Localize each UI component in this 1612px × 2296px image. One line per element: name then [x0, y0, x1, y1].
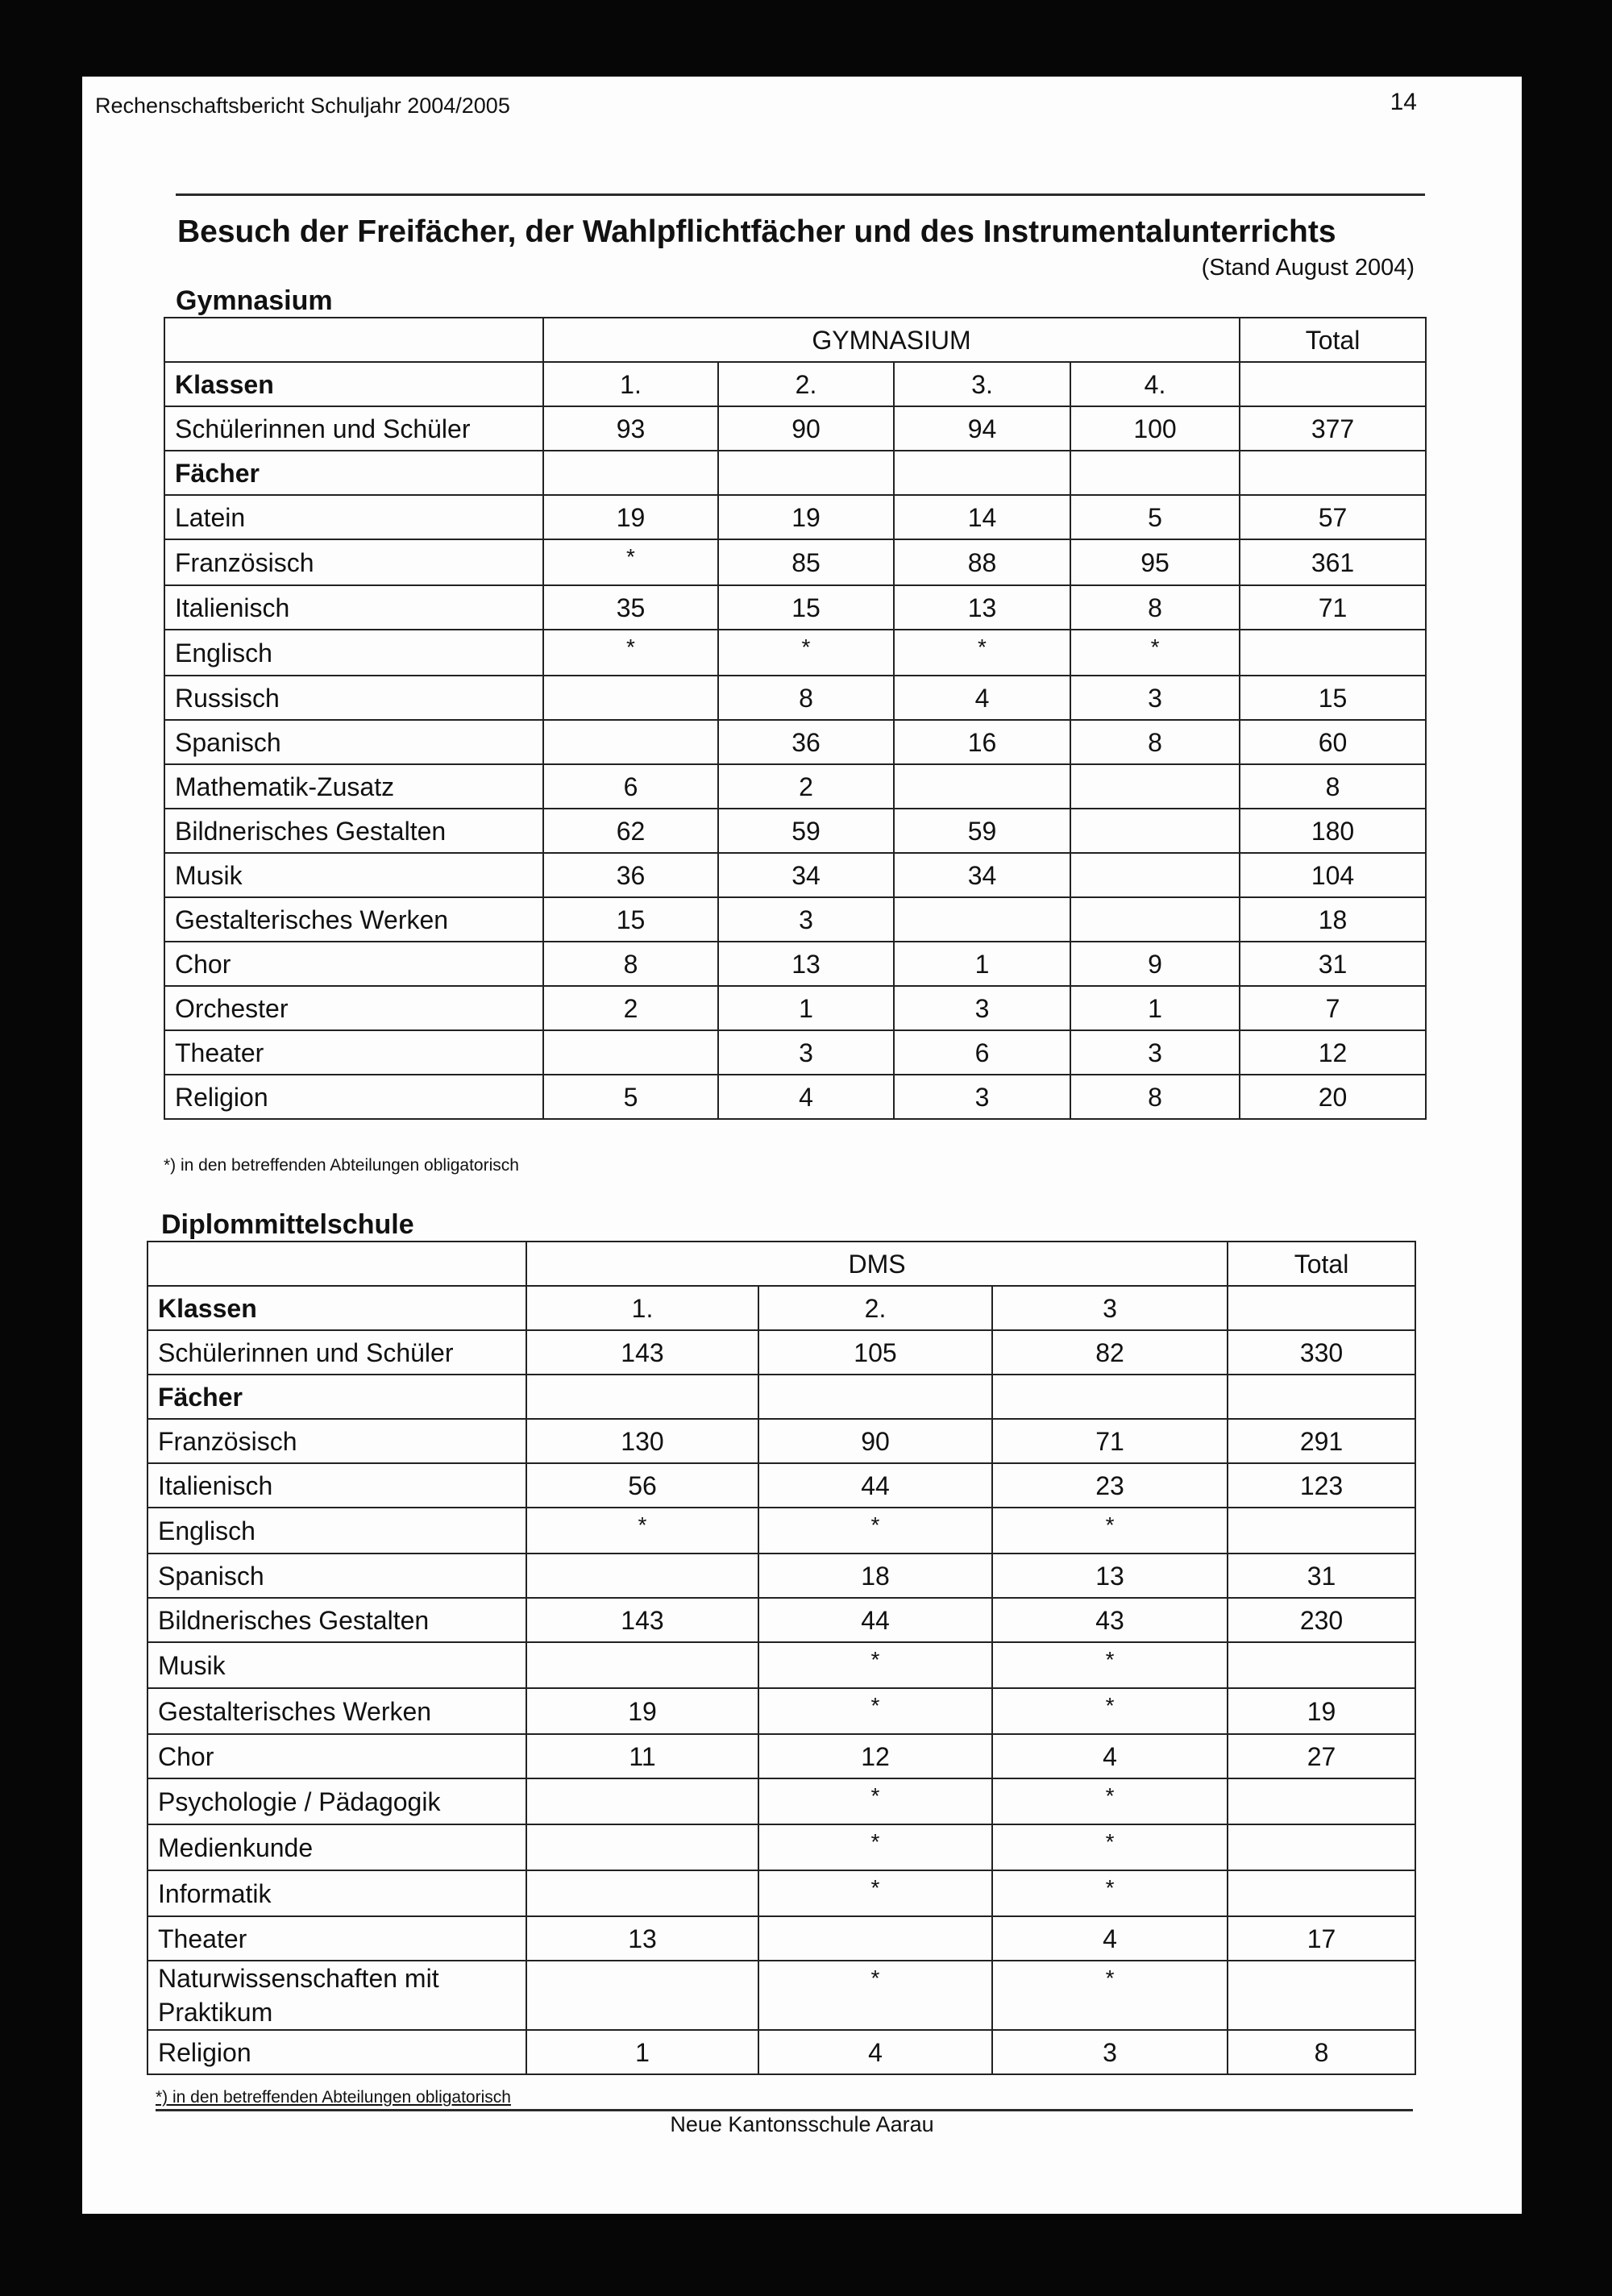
table-row: [147, 1508, 1415, 1554]
value-cell: 1: [526, 2030, 758, 2074]
value-cell: 71: [1240, 585, 1426, 630]
class-cell: 2.: [758, 1286, 992, 1330]
subject-label: Religion: [164, 1075, 543, 1119]
subject-label: Französisch: [147, 1419, 526, 1463]
subject-label: Religion: [147, 2030, 526, 2074]
value-cell: 57: [1240, 495, 1426, 539]
value-cell: 13: [992, 1554, 1228, 1598]
value-cell: *: [992, 1961, 1228, 2030]
page-subtitle: (Stand August 2004): [1201, 255, 1415, 281]
table-row: [147, 1778, 1415, 1824]
value-cell: 13: [526, 1916, 758, 1961]
value-cell: 19: [526, 1688, 758, 1734]
value-cell: *: [758, 1508, 992, 1554]
class-cell: [1240, 362, 1426, 406]
table-row: [164, 764, 1426, 809]
value-cell: 5: [543, 1075, 718, 1119]
table-row: [164, 1030, 1426, 1075]
value-cell: 95: [1070, 539, 1240, 585]
students-cell: 82: [992, 1330, 1228, 1375]
subject-label: Spanisch: [164, 720, 543, 764]
value-cell: 12: [758, 1734, 992, 1778]
value-cell: *: [543, 630, 718, 676]
students-label: Schülerinnen und Schüler: [147, 1330, 526, 1375]
value-cell: 18: [1240, 897, 1426, 942]
value-cell: 1: [718, 986, 894, 1030]
value-cell: 4: [894, 676, 1070, 720]
subjects-header-row: [164, 451, 1426, 495]
value-cell: [1070, 897, 1240, 942]
classes-row: [147, 1286, 1415, 1330]
running-header: [95, 87, 1423, 119]
table-row: [147, 1419, 1415, 1463]
value-cell: 19: [718, 495, 894, 539]
section-title-gymnasium: Gymnasium: [176, 285, 333, 316]
empty-cell: [1240, 451, 1426, 495]
value-cell: [1228, 1642, 1415, 1688]
value-cell: 8: [1070, 585, 1240, 630]
value-cell: 20: [1240, 1075, 1426, 1119]
value-cell: *: [992, 1870, 1228, 1916]
students-cell: 90: [718, 406, 894, 451]
table-row: [164, 897, 1426, 942]
value-cell: 36: [543, 853, 718, 897]
classes-row: [164, 362, 1426, 406]
value-cell: 16: [894, 720, 1070, 764]
value-cell: 8: [718, 676, 894, 720]
subject-label: Mathematik-Zusatz: [164, 764, 543, 809]
total-header: Total: [1228, 1242, 1415, 1286]
value-cell: 8: [1240, 764, 1426, 809]
value-cell: *: [758, 1778, 992, 1824]
value-cell: *: [526, 1508, 758, 1554]
value-cell: 3: [894, 1075, 1070, 1119]
table-row: [147, 1642, 1415, 1688]
value-cell: [526, 1642, 758, 1688]
value-cell: 3: [992, 2030, 1228, 2074]
table-row: [164, 495, 1426, 539]
subject-label: Musik: [164, 853, 543, 897]
value-cell: 31: [1228, 1554, 1415, 1598]
value-cell: 19: [1228, 1688, 1415, 1734]
class-cell: [1228, 1286, 1415, 1330]
students-label: Schülerinnen und Schüler: [164, 406, 543, 451]
value-cell: 4: [992, 1734, 1228, 1778]
value-cell: 59: [718, 809, 894, 853]
subject-label: Informatik: [147, 1870, 526, 1916]
value-cell: 12: [1240, 1030, 1426, 1075]
value-cell: 13: [894, 585, 1070, 630]
table-row: [164, 676, 1426, 720]
value-cell: *: [758, 1824, 992, 1870]
students-cell: 93: [543, 406, 718, 451]
value-cell: 9: [1070, 942, 1240, 986]
subject-label: Bildnerisches Gestalten: [164, 809, 543, 853]
value-cell: [526, 1778, 758, 1824]
value-cell: 8: [1228, 2030, 1415, 2074]
table-row: [164, 539, 1426, 585]
value-cell: 27: [1228, 1734, 1415, 1778]
subjects-label: Fächer: [164, 451, 543, 495]
table-row: [147, 1598, 1415, 1642]
students-cell: 143: [526, 1330, 758, 1375]
class-cell: 3: [992, 1286, 1228, 1330]
value-cell: [1228, 1824, 1415, 1870]
students-cell: 94: [894, 406, 1070, 451]
value-cell: *: [992, 1508, 1228, 1554]
value-cell: 14: [894, 495, 1070, 539]
value-cell: *: [543, 539, 718, 585]
value-cell: [1228, 1778, 1415, 1824]
table-row: [164, 585, 1426, 630]
value-cell: 88: [894, 539, 1070, 585]
table-row: [147, 1554, 1415, 1598]
value-cell: 85: [718, 539, 894, 585]
table-row: [147, 1961, 1415, 2030]
table-row: [164, 942, 1426, 986]
subject-label: Englisch: [147, 1508, 526, 1554]
value-cell: 15: [1240, 676, 1426, 720]
value-cell: 90: [758, 1419, 992, 1463]
subject-label: Theater: [164, 1030, 543, 1075]
value-cell: 11: [526, 1734, 758, 1778]
page-footer: Neue Kantonsschule Aarau: [670, 2112, 934, 2136]
table-row: [147, 2030, 1415, 2074]
value-cell: 2: [718, 764, 894, 809]
value-cell: 71: [992, 1419, 1228, 1463]
students-row: [147, 1330, 1415, 1375]
section-title-dms: Diplommittelschule: [161, 1209, 414, 1240]
value-cell: 2: [543, 986, 718, 1030]
group-header: GYMNASIUM: [543, 318, 1240, 362]
subject-label: Naturwissenschaften mit Praktikum: [147, 1961, 526, 2030]
class-cell: 4.: [1070, 362, 1240, 406]
empty-cell: [992, 1375, 1228, 1419]
value-cell: 361: [1240, 539, 1426, 585]
subject-label: Spanisch: [147, 1554, 526, 1598]
value-cell: [1070, 809, 1240, 853]
subject-label: Russisch: [164, 676, 543, 720]
table-row: [164, 720, 1426, 764]
value-cell: 35: [543, 585, 718, 630]
dms-footnote: [156, 2088, 1413, 2111]
value-cell: [543, 1030, 718, 1075]
value-cell: *: [758, 1870, 992, 1916]
empty-cell: [894, 451, 1070, 495]
value-cell: 4: [718, 1075, 894, 1119]
table-row: [164, 853, 1426, 897]
value-cell: *: [992, 1824, 1228, 1870]
value-cell: 15: [543, 897, 718, 942]
value-cell: 43: [992, 1598, 1228, 1642]
value-cell: [894, 897, 1070, 942]
value-cell: 23: [992, 1463, 1228, 1508]
class-cell: 1.: [526, 1286, 758, 1330]
value-cell: 18: [758, 1554, 992, 1598]
value-cell: [1228, 1508, 1415, 1554]
table-row: [164, 809, 1426, 853]
value-cell: *: [718, 630, 894, 676]
value-cell: *: [758, 1961, 992, 2030]
value-cell: 3: [718, 1030, 894, 1075]
value-cell: [526, 1554, 758, 1598]
subject-label: Gestalterisches Werken: [164, 897, 543, 942]
value-cell: *: [758, 1642, 992, 1688]
value-cell: 44: [758, 1463, 992, 1508]
subject-label: Chor: [164, 942, 543, 986]
empty-cell: [543, 451, 718, 495]
table-header-row: [147, 1242, 1415, 1286]
students-cell: 330: [1228, 1330, 1415, 1375]
subject-label: Italienisch: [164, 585, 543, 630]
value-cell: 59: [894, 809, 1070, 853]
page-number: 14: [1390, 89, 1417, 115]
value-cell: 5: [1070, 495, 1240, 539]
value-cell: 56: [526, 1463, 758, 1508]
empty-header-cell: [147, 1242, 526, 1286]
group-header: DMS: [526, 1242, 1228, 1286]
value-cell: [1240, 630, 1426, 676]
value-cell: [526, 1870, 758, 1916]
header-rule: [176, 193, 1425, 196]
subject-label: Latein: [164, 495, 543, 539]
value-cell: 130: [526, 1419, 758, 1463]
page-title: Besuch der Freifächer, der Wahlpflichtfächer und des Instrumentalunterrichts: [177, 214, 1336, 249]
table-row: [164, 630, 1426, 676]
subject-label: Gestalterisches Werken: [147, 1688, 526, 1734]
report-title: Rechenschaftsbericht Schuljahr 2004/2005: [95, 94, 510, 118]
subject-label: Italienisch: [147, 1463, 526, 1508]
value-cell: [543, 720, 718, 764]
value-cell: 180: [1240, 809, 1426, 853]
value-cell: *: [894, 630, 1070, 676]
empty-cell: [526, 1375, 758, 1419]
value-cell: 15: [718, 585, 894, 630]
empty-cell: [1228, 1375, 1415, 1419]
value-cell: 3: [894, 986, 1070, 1030]
value-cell: 4: [758, 2030, 992, 2074]
table-row: [147, 1463, 1415, 1508]
value-cell: 143: [526, 1598, 758, 1642]
value-cell: 31: [1240, 942, 1426, 986]
subject-label: Bildnerisches Gestalten: [147, 1598, 526, 1642]
value-cell: 62: [543, 809, 718, 853]
value-cell: [1228, 1870, 1415, 1916]
subjects-label: Fächer: [147, 1375, 526, 1419]
subject-label: Psychologie / Pädagogik: [147, 1778, 526, 1824]
value-cell: 8: [543, 942, 718, 986]
value-cell: 13: [718, 942, 894, 986]
value-cell: 6: [543, 764, 718, 809]
value-cell: 3: [1070, 676, 1240, 720]
value-cell: 19: [543, 495, 718, 539]
table-row: [147, 1824, 1415, 1870]
class-cell: 2.: [718, 362, 894, 406]
value-cell: 3: [1070, 1030, 1240, 1075]
value-cell: [1070, 764, 1240, 809]
value-cell: 230: [1228, 1598, 1415, 1642]
value-cell: 60: [1240, 720, 1426, 764]
table-row: [164, 1075, 1426, 1119]
value-cell: *: [1070, 630, 1240, 676]
empty-header-cell: [164, 318, 543, 362]
subject-label: Medienkunde: [147, 1824, 526, 1870]
value-cell: 6: [894, 1030, 1070, 1075]
value-cell: 8: [1070, 1075, 1240, 1119]
empty-cell: [758, 1375, 992, 1419]
subject-label: Englisch: [164, 630, 543, 676]
subject-label: Theater: [147, 1916, 526, 1961]
value-cell: *: [758, 1688, 992, 1734]
students-cell: 100: [1070, 406, 1240, 451]
value-cell: 123: [1228, 1463, 1415, 1508]
value-cell: [526, 1961, 758, 2030]
value-cell: [543, 676, 718, 720]
class-cell: 3.: [894, 362, 1070, 406]
students-row: [164, 406, 1426, 451]
table-row: [147, 1916, 1415, 1961]
value-cell: 34: [718, 853, 894, 897]
subjects-header-row: [147, 1375, 1415, 1419]
value-cell: 7: [1240, 986, 1426, 1030]
dms-table: [147, 1241, 1416, 2075]
value-cell: 36: [718, 720, 894, 764]
subject-label: Orchester: [164, 986, 543, 1030]
subject-label: Musik: [147, 1642, 526, 1688]
empty-cell: [1070, 451, 1240, 495]
empty-cell: [718, 451, 894, 495]
value-cell: 1: [1070, 986, 1240, 1030]
value-cell: [1070, 853, 1240, 897]
dms-footnote-text: *) in den betreffenden Abteilungen obligatorisch: [156, 2088, 511, 2107]
value-cell: *: [992, 1688, 1228, 1734]
students-cell: 377: [1240, 406, 1426, 451]
table-row: [147, 1734, 1415, 1778]
subject-label: Chor: [147, 1734, 526, 1778]
classes-label: Klassen: [164, 362, 543, 406]
value-cell: 291: [1228, 1419, 1415, 1463]
value-cell: 1: [894, 942, 1070, 986]
total-header: Total: [1240, 318, 1426, 362]
value-cell: [758, 1916, 992, 1961]
value-cell: [1228, 1961, 1415, 2030]
value-cell: 4: [992, 1916, 1228, 1961]
value-cell: [526, 1824, 758, 1870]
value-cell: 44: [758, 1598, 992, 1642]
table-row: [147, 1870, 1415, 1916]
value-cell: 17: [1228, 1916, 1415, 1961]
value-cell: [894, 764, 1070, 809]
value-cell: *: [992, 1642, 1228, 1688]
gymnasium-footnote: *) in den betreffenden Abteilungen obligatorisch: [164, 1156, 519, 1175]
gymnasium-table: [164, 317, 1427, 1120]
table-header-row: [164, 318, 1426, 362]
value-cell: 34: [894, 853, 1070, 897]
value-cell: 3: [718, 897, 894, 942]
classes-label: Klassen: [147, 1286, 526, 1330]
value-cell: *: [992, 1778, 1228, 1824]
value-cell: 104: [1240, 853, 1426, 897]
class-cell: 1.: [543, 362, 718, 406]
subject-label: Französisch: [164, 539, 543, 585]
table-row: [147, 1688, 1415, 1734]
value-cell: 8: [1070, 720, 1240, 764]
table-row: [164, 986, 1426, 1030]
students-cell: 105: [758, 1330, 992, 1375]
